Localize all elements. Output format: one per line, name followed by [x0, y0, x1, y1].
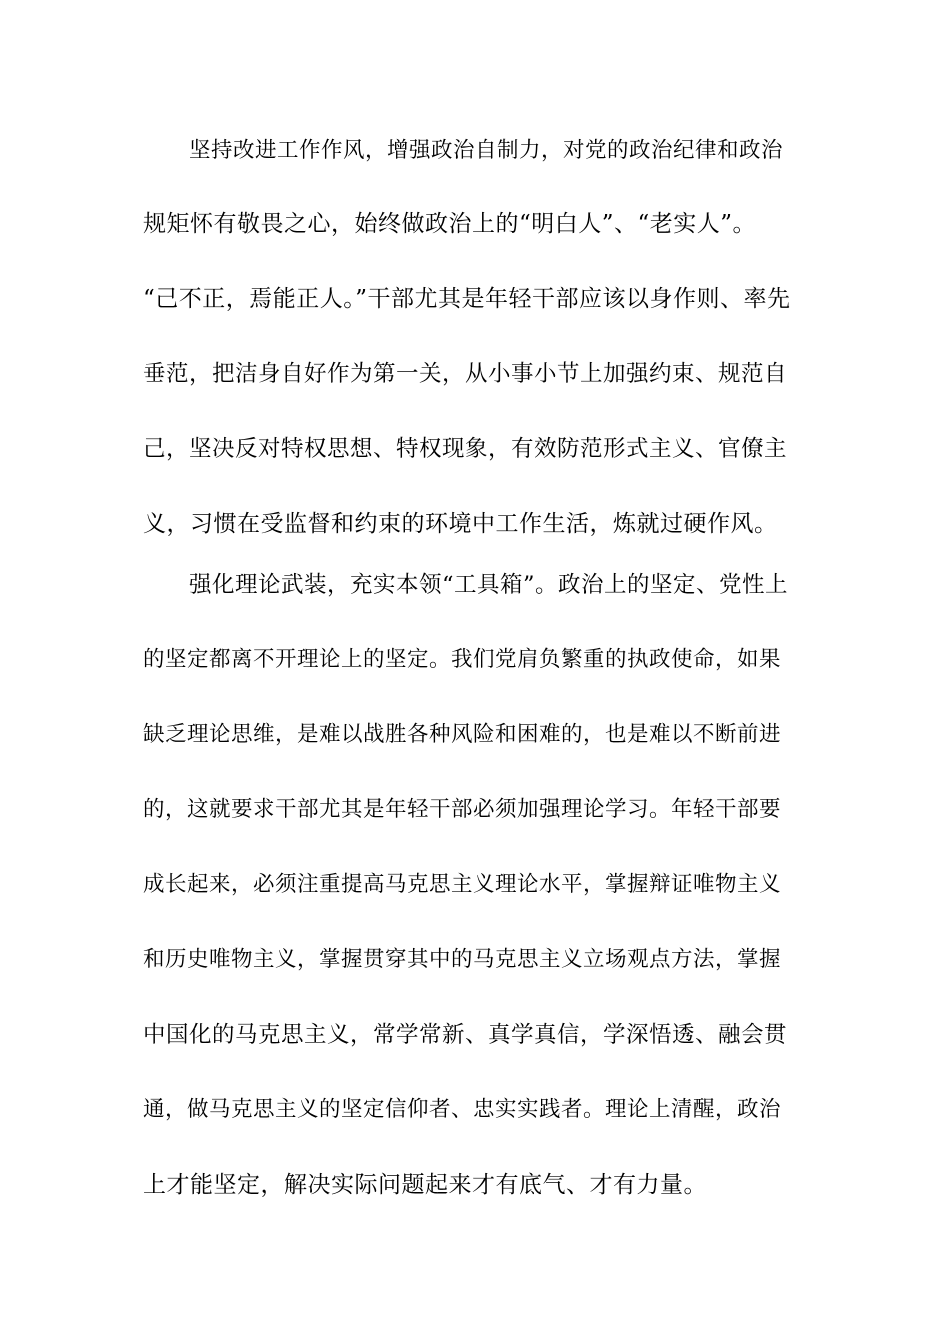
text-line: 的，这就要求干部尤其是年轻干部必须加强理论学习。年轻干部要 [143, 797, 782, 822]
text-line: 强化理论武装，充实本领“工具箱”。政治上的坚定、党性上 [189, 572, 789, 598]
text-line: 成长起来，必须注重提高马克思主义理论水平，掌握辩证唯物主义 [143, 872, 782, 897]
text-line: 的坚定都离不开理论上的坚定。我们党肩负繁重的执政使命，如果 [143, 647, 782, 672]
text-line: 垂范，把洁身自好作为第一关，从小事小节上加强约束、规范自 [143, 361, 788, 387]
text-line: “己不正，焉能正人。”干部尤其是年轻干部应该以身作则、率先 [143, 286, 791, 312]
text-line: 中国化的马克思主义，常学常新、真学真信，学深悟透、融会贯 [143, 1022, 788, 1048]
text-line: 坚持改进工作作风，增强政治自制力，对党的政治纪律和政治 [189, 138, 784, 163]
text-line: 义，习惯在受监督和约束的环境中工作生活，炼就过硬作风。 [143, 511, 778, 537]
text-line: 缺乏理论思维，是难以战胜各种风险和困难的，也是难以不断前进 [143, 722, 782, 747]
text-line: 和历史唯物主义，掌握贯穿其中的马克思主义立场观点方法，掌握 [143, 947, 782, 972]
text-line: 规矩怀有敬畏之心，始终做政治上的“明白人”、“老实人”。 [143, 211, 757, 237]
text-line: 己，坚决反对特权思想、特权现象，有效防范形式主义、官僚主 [143, 436, 788, 462]
text-line: 上才能坚定，解决实际问题起来才有底气、才有力量。 [143, 1172, 707, 1198]
text-line: 通，做马克思主义的坚定信仰者、忠实实践者。理论上清醒，政治 [143, 1097, 782, 1122]
